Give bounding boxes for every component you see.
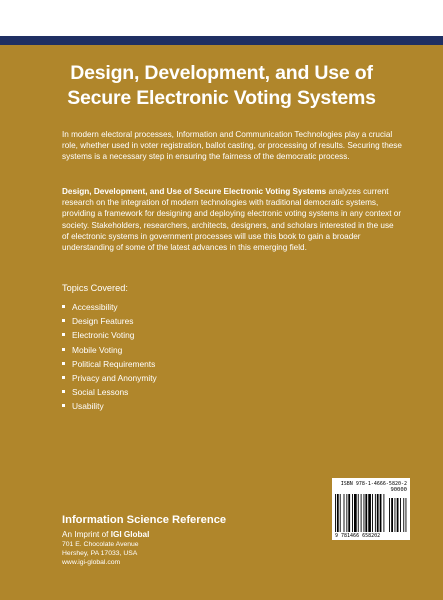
barcode-bars [335, 494, 407, 532]
title-line-1: Design, Development, and Use of [70, 62, 373, 84]
isbn-text: ISBN 978-1-4666-5820-2 [340, 481, 407, 487]
description-paragraph [62, 186, 402, 253]
navy-stripe [0, 36, 443, 45]
topic-item: Accessibility [62, 300, 157, 314]
isbn-barcode [332, 478, 410, 540]
intro-paragraph: In modern electoral processes, Information and Communication Technologies play a crucial role, whether used in voter registration, ballot casting, or processing of results. Securing these systems is a necessary step in ensuring the fairness of the democratic process. [62, 130, 402, 162]
barcode-digits: 9 781466 658202 [335, 533, 381, 539]
topic-item: Electronic Voting [62, 328, 157, 342]
topic-item: Political Requirements [62, 357, 157, 371]
topic-item: Mobile Voting [62, 343, 157, 357]
topics-list [62, 300, 157, 414]
topic-item: Design Features [62, 314, 157, 328]
address-line-1: 701 E. Chocolate Avenue [62, 541, 139, 548]
address-line-2: Hershey, PA 17033, USA [62, 550, 138, 558]
description-text: analyzes current research on the integration of modern technologies with traditional democratic systems, providing a framework for designing and deploying electronic voting systems in any context or society. Stakeholders, researchers, architects, designers, and scholars interested in the use of electronic systems in government processes will use this book to gain a broader understanding of some of the latest advances in this emerging field. [62, 187, 402, 253]
topic-item: Social Lessons [62, 385, 157, 399]
topics-heading: Topics Covered: [62, 283, 128, 293]
imprint-line [62, 529, 226, 540]
imprint-prefix: An Imprint of [62, 530, 111, 539]
imprint-brand: IGI Global [110, 530, 150, 539]
publisher-name: Information Science Reference [62, 514, 227, 526]
topic-item: Usability [62, 399, 157, 413]
publisher-website: www.igi-global.com [62, 559, 121, 567]
barcode-supplement: 90000 [390, 487, 407, 493]
publisher-block [62, 513, 226, 568]
title-line-2: Secure Electronic Voting Systems [67, 87, 376, 109]
top-band [0, 0, 443, 40]
topic-item: Privacy and Anonymity [62, 371, 157, 385]
description-book-title: Design, Development, and Use of Secure Electronic Voting Systems [62, 187, 327, 196]
book-title [0, 61, 443, 111]
